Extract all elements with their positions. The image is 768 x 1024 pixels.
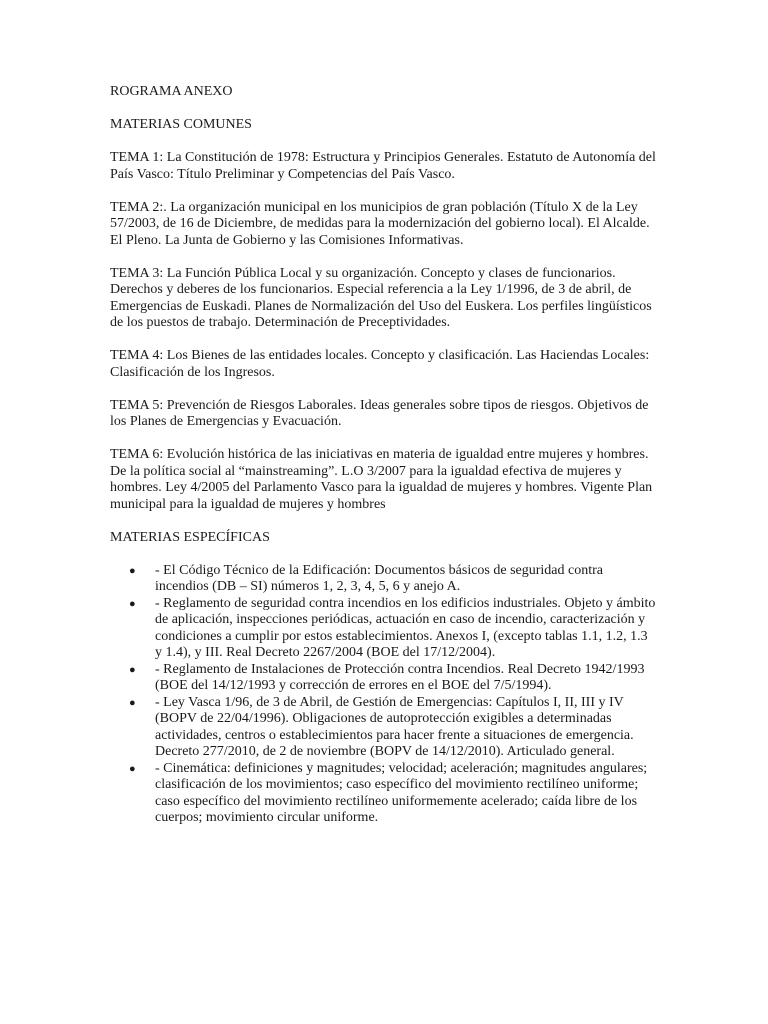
topic-1: TEMA 1: La Constitución de 1978: Estructura y Principios Generales. Estatuto de Autonomía del País Vasco: Título Preliminar y Competencias del País Vasco. <box>110 150 656 182</box>
common-subjects-heading: MATERIAS COMUNES <box>110 117 252 132</box>
list-item-text: - Reglamento de seguridad contra incendios en los edificios industriales. Objeto y ámbito de aplicación, inspecciones periódicas, actuación en caso de incendio, caracterización y condiciones a cumplir por estos establecimientos. Anexos I, (excepto tablas 1.1, 1.2, 1.3 y 1.4), y III. Real Decreto 2267/2004 (BOE del 17/12/2004). <box>155 595 656 660</box>
bullet-icon: ● <box>129 762 136 775</box>
document-heading: ROGRAMA ANEXO <box>110 84 233 99</box>
list-item <box>129 661 658 695</box>
list-item-text: - Cinemática: definiciones y magnitudes; velocidad; aceleración; magnitudes angulares; clasificación de los movimientos; caso específico del movimiento rectilíneo uniforme; caso específico del movimiento rectilíneo uniformemente acelerado; caída libre de los cuerpos; movimiento circular uniforme. <box>155 760 648 825</box>
list-item <box>129 760 658 827</box>
list-item-text: - Ley Vasca 1/96, de 3 de Abril, de Gestión de Emergencias: Capítulos I, II, III y IV (BOPV de 22/04/1996). Obligaciones de autoprotección exigibles a determinadas actividades, centros o establecimientos para hacer frente a situaciones de emergencia. Decreto 277/2010, de 2 de noviembre (BOPV de 14/12/2010). Articulado general. <box>155 694 634 759</box>
list-item-text: - El Código Técnico de la Edificación: Documentos básicos de seguridad contra incendios (DB – SI) números 1, 2, 3, 4, 5, 6 y anejo A. <box>155 562 603 594</box>
bullet-icon: ● <box>129 663 136 676</box>
bullet-icon: ● <box>129 564 136 577</box>
list-item <box>129 562 658 596</box>
list-item-text: - Reglamento de Instalaciones de Protección contra Incendios. Real Decreto 1942/1993 (BOE del 14/12/1993 y corrección de errores en el BOE del 7/5/1994). <box>155 661 645 693</box>
bullet-icon: ● <box>129 696 136 709</box>
topic-5: TEMA 5: Prevención de Riesgos Laborales. Ideas generales sobre tipos de riesgos. Objetivos de los Planes de Emergencias y Evacuación. <box>110 397 649 429</box>
topic-6: TEMA 6: Evolución histórica de las iniciativas en materia de igualdad entre mujeres y hombres. De la política social al “mainstreaming”. L.O 3/2007 para la igualdad efectiva de mujeres y hombres. Ley 4/2005 del Parlamento Vasco para la igualdad de mujeres y hombres. Vigente Plan municipal para la igualdad de mujeres y hombres <box>110 447 653 512</box>
specific-subjects-list <box>110 563 658 827</box>
bullet-icon: ● <box>129 597 136 610</box>
topic-4: TEMA 4: Los Bienes de las entidades locales. Concepto y clasificación. Las Haciendas Locales: Clasificación de los Ingresos. <box>110 348 650 380</box>
list-item <box>129 595 658 662</box>
specific-subjects-heading: MATERIAS ESPECÍFICAS <box>110 529 270 545</box>
topic-2: TEMA 2:. La organización municipal en los municipios de gran población (Título X de la Ley 57/2003, de 16 de Diciembre, de medidas para la modernización del gobierno local). El Alcalde. El Pleno. La Junta de Gobierno y las Comisiones Informativas. <box>110 199 650 248</box>
document-page <box>110 84 658 827</box>
topic-3: TEMA 3: La Función Pública Local y su organización. Concepto y clases de funcionarios. Derechos y deberes de los funcionarios. Especial referencia a la Ley 1/1996, de 3 de abril, de Emergencias de Euskadi. Planes de Normalización del Uso del Euskera. Los perfiles lingüísticos de los puestos de trabajo. Determinación de Preceptividades. <box>110 265 652 330</box>
list-item <box>129 694 658 761</box>
